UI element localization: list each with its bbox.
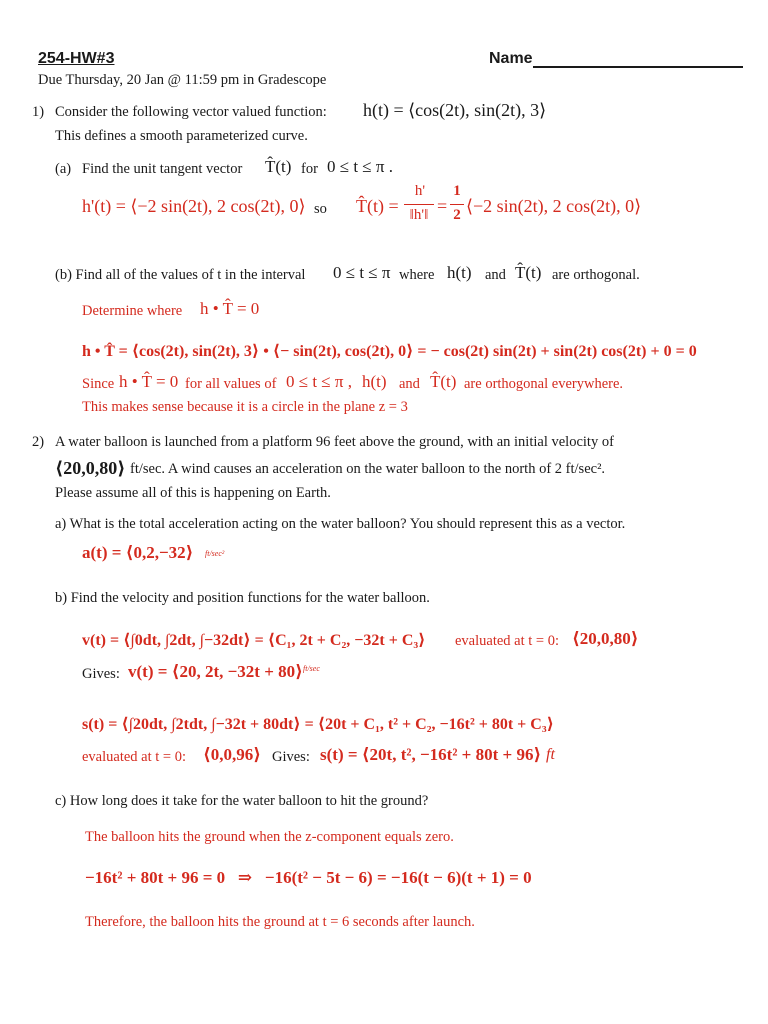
q2b-s-eval-vector: ⟨0,0,96⟩ bbox=[203, 745, 262, 764]
q1b-since-and: and bbox=[399, 376, 420, 392]
q1a-T-vector: ⟨−2 sin(2t), 2 cos(2t), 0⟩ bbox=[466, 196, 642, 216]
q1b-determine-expr: h • T̂ = 0 bbox=[200, 299, 260, 318]
q2b-s-evaluated: evaluated at t = 0: bbox=[82, 749, 186, 765]
q1b-since-T: T̂(t) bbox=[430, 372, 457, 391]
q1b-range: 0 ≤ t ≤ π bbox=[333, 263, 391, 282]
q2b-velocity-integral: v(t) = ⟨∫0dt, ∫2dt, ∫−32dt⟩ = ⟨C₁, 2t + C₂, −32t + C₃⟩ bbox=[82, 632, 426, 649]
q1a-text: Find the unit tangent vector bbox=[82, 161, 243, 177]
q2a-unit: ft/sec² bbox=[205, 549, 225, 558]
q1b-since: Since bbox=[82, 376, 115, 392]
q1a-range: 0 ≤ t ≤ π . bbox=[327, 157, 393, 176]
q2-line2: ft/sec. A wind causes an acceleration on the water balloon to the north of 2 ft/sec². bbox=[130, 461, 606, 477]
q2a-text: a) What is the total acceleration acting on the water balloon? You should represent this as a vector. bbox=[55, 516, 626, 532]
q1a-frac-bar bbox=[404, 204, 434, 205]
q2b-text: b) Find the velocity and position functions for the water balloon. bbox=[55, 590, 430, 606]
q1a-half-bar bbox=[450, 204, 464, 205]
due-date: Due Thursday, 20 Jan @ 11:59 pm in Gradescope bbox=[38, 72, 327, 88]
q1b-T: T̂(t) bbox=[515, 263, 542, 282]
q1a-so: so bbox=[314, 201, 327, 217]
q2b-gives-label: Gives: bbox=[82, 666, 120, 682]
q2b-velocity-result: v(t) = ⟨20, 2t, −32t + 80⟩ bbox=[128, 662, 303, 681]
q1a-T: T̂(t) bbox=[265, 157, 292, 176]
q1-description: This defines a smooth parameterized curve. bbox=[55, 128, 308, 144]
q2c-text: c) How long does it take for the water balloon to hit the ground? bbox=[55, 793, 429, 809]
q2b-position-integral: s(t) = ⟨∫20dt, ∫2tdt, ∫−32t + 80dt⟩ = ⟨20t + C₁, t² + C₂, −16t² + 80t + C₃⟩ bbox=[82, 716, 554, 733]
q2c-answer-2: Therefore, the balloon hits the ground at t = 6 seconds after launch. bbox=[85, 914, 475, 930]
q2a-answer: a(t) = ⟨0,2,−32⟩ bbox=[82, 543, 194, 562]
q1-prompt: Consider the following vector valued function: bbox=[55, 104, 327, 120]
q1b-h: h(t) bbox=[447, 263, 472, 282]
name-line bbox=[533, 66, 743, 68]
assignment-title: 254-HW#3 bbox=[38, 50, 115, 67]
q2-line1: A water balloon is launched from a platform 96 feet above the ground, with an initial velocity of bbox=[55, 434, 614, 450]
q1b-since-range: 0 ≤ t ≤ π , bbox=[286, 372, 352, 391]
q1a-T-eq: = bbox=[437, 196, 448, 216]
q1a-for: for bbox=[301, 161, 318, 177]
q1b-where: where bbox=[399, 267, 435, 283]
q2c-answer-1: The balloon hits the ground when the z-component equals zero. bbox=[85, 829, 454, 845]
q1b-dot-product: h • T̂ = ⟨cos(2t), sin(2t), 3⟩ • ⟨− sin(2t), cos(2t), 0⟩ = − cos(2t) sin(2t) + sin(2t) cos(2t) + 0 = 0 bbox=[82, 343, 697, 360]
q1-number: 1) bbox=[32, 104, 45, 120]
q1a-T-denominator: ‖h'‖ bbox=[409, 207, 429, 223]
q1a-half-num: 1 bbox=[453, 183, 461, 199]
q2b-v-evaluated: evaluated at t = 0: bbox=[455, 633, 559, 649]
q1b-and: and bbox=[485, 267, 506, 283]
q2b-position-result: s(t) = ⟨20t, t², −16t² + 80t + 96⟩ bbox=[320, 745, 542, 764]
q2-line3: Please assume all of this is happening on Earth. bbox=[55, 485, 331, 501]
q2-initial-velocity: ⟨20,0,80⟩ bbox=[55, 458, 126, 478]
q1a-T-left: T̂(t) = bbox=[356, 196, 399, 216]
q2b-s-unit: ft bbox=[546, 746, 555, 763]
q1a-T-numerator: h' bbox=[414, 183, 426, 199]
q1b-since-2: for all values of bbox=[185, 376, 277, 392]
q1b-since-expr: h • T̂ = 0 bbox=[119, 372, 179, 391]
q1b-since-3: are orthogonal everywhere. bbox=[464, 376, 624, 392]
q1-function: h(t) = ⟨cos(2t), sin(2t), 3⟩ bbox=[363, 100, 547, 120]
q2c-equation: −16t² + 80t + 96 = 0 ⇒ −16(t² − 5t − 6) = −16(t − 6)(t + 1) = 0 bbox=[85, 868, 532, 887]
q1a-label: (a) bbox=[55, 161, 72, 177]
q2b-s-gives-label: Gives: bbox=[272, 749, 310, 765]
name-label: Name bbox=[489, 50, 533, 67]
q1b-text2: are orthogonal. bbox=[552, 267, 640, 283]
q1b-makes-sense: This makes sense because it is a circle in the plane z = 3 bbox=[82, 399, 408, 415]
q2b-v-eval-vector: ⟨20,0,80⟩ bbox=[572, 629, 639, 648]
q2b-v-unit: ft/sec bbox=[303, 664, 320, 673]
q1b-text: (b) Find all of the values of t in the interval bbox=[55, 267, 306, 283]
q1a-hprime-answer: h'(t) = ⟨−2 sin(2t), 2 cos(2t), 0⟩ bbox=[82, 196, 306, 216]
q1b-determine: Determine where bbox=[82, 303, 183, 319]
q1a-half-den: 2 bbox=[453, 207, 461, 223]
q1b-since-h: h(t) bbox=[362, 372, 387, 391]
q2-number: 2) bbox=[32, 434, 45, 450]
